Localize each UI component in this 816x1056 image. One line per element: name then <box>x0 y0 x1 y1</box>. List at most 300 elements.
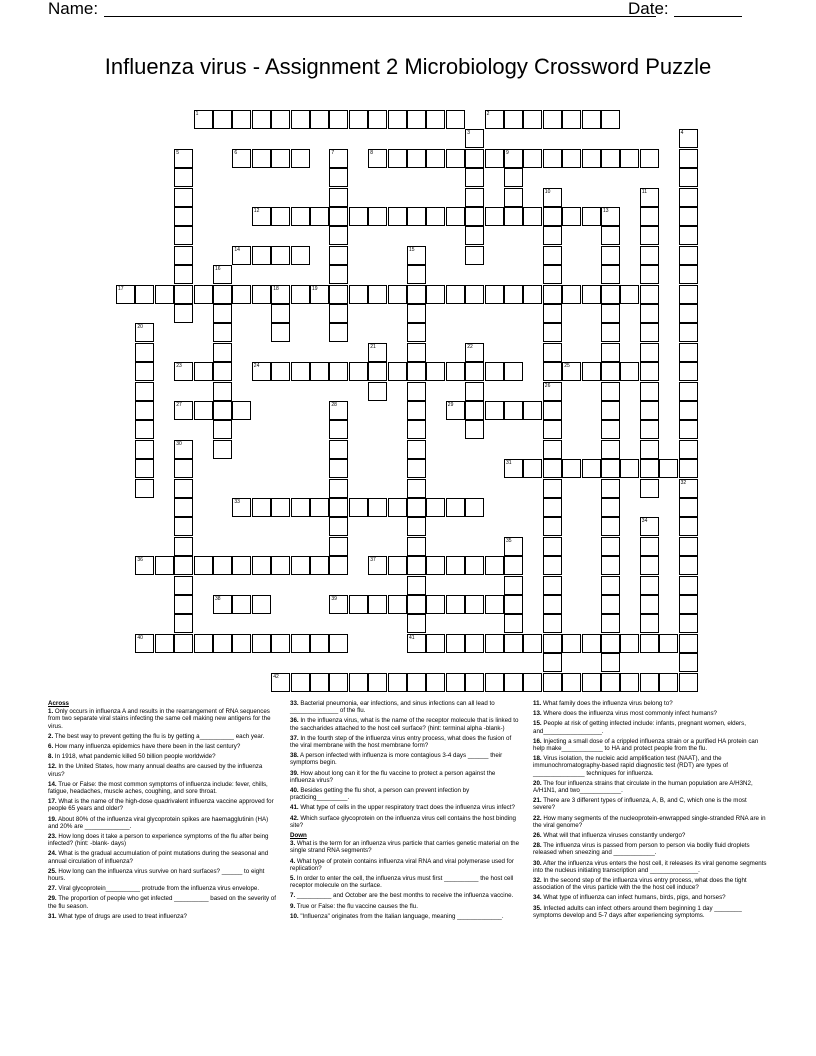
grid-cell[interactable] <box>679 304 698 323</box>
grid-cell[interactable] <box>446 673 465 692</box>
grid-cell[interactable] <box>135 479 154 498</box>
grid-cell[interactable] <box>310 362 329 381</box>
grid-cell[interactable] <box>368 207 387 226</box>
grid-cell[interactable] <box>135 556 154 575</box>
grid-cell[interactable] <box>679 537 698 556</box>
grid-cell[interactable] <box>368 556 387 575</box>
grid-cell[interactable] <box>213 304 232 323</box>
grid-cell[interactable] <box>543 595 562 614</box>
grid-cell[interactable] <box>174 498 193 517</box>
grid-cell[interactable] <box>543 537 562 556</box>
grid-cell[interactable] <box>504 537 523 556</box>
grid-cell[interactable] <box>446 595 465 614</box>
grid-cell[interactable] <box>601 479 620 498</box>
grid-cell[interactable] <box>407 343 426 362</box>
grid-cell[interactable] <box>329 304 348 323</box>
grid-cell[interactable] <box>174 168 193 187</box>
grid-cell[interactable] <box>446 149 465 168</box>
grid-cell[interactable] <box>174 401 193 420</box>
grid-cell[interactable] <box>485 595 504 614</box>
grid-cell[interactable] <box>271 110 290 129</box>
grid-cell[interactable] <box>640 420 659 439</box>
grid-cell[interactable] <box>504 595 523 614</box>
grid-cell[interactable] <box>368 362 387 381</box>
grid-cell[interactable] <box>640 226 659 245</box>
grid-cell[interactable] <box>562 362 581 381</box>
grid-cell[interactable] <box>271 634 290 653</box>
grid-cell[interactable] <box>310 634 329 653</box>
grid-cell[interactable] <box>407 362 426 381</box>
grid-cell[interactable] <box>368 285 387 304</box>
grid-cell[interactable] <box>582 110 601 129</box>
grid-cell[interactable] <box>504 576 523 595</box>
grid-cell[interactable] <box>135 323 154 342</box>
grid-cell[interactable] <box>601 304 620 323</box>
grid-cell[interactable] <box>310 285 329 304</box>
grid-cell[interactable] <box>194 362 213 381</box>
grid-cell[interactable] <box>465 285 484 304</box>
grid-cell[interactable] <box>601 440 620 459</box>
grid-cell[interactable] <box>252 149 271 168</box>
grid-cell[interactable] <box>523 401 542 420</box>
grid-cell[interactable] <box>271 285 290 304</box>
grid-cell[interactable] <box>465 420 484 439</box>
grid-cell[interactable] <box>485 207 504 226</box>
grid-cell[interactable] <box>174 207 193 226</box>
grid-cell[interactable] <box>679 265 698 284</box>
grid-cell[interactable] <box>407 576 426 595</box>
grid-cell[interactable] <box>485 285 504 304</box>
grid-cell[interactable] <box>329 285 348 304</box>
grid-cell[interactable] <box>213 440 232 459</box>
grid-cell[interactable] <box>679 420 698 439</box>
grid-cell[interactable] <box>562 634 581 653</box>
grid-cell[interactable] <box>543 246 562 265</box>
grid-cell[interactable] <box>271 149 290 168</box>
grid-cell[interactable] <box>465 673 484 692</box>
grid-cell[interactable] <box>232 634 251 653</box>
grid-cell[interactable] <box>601 576 620 595</box>
grid-cell[interactable] <box>465 246 484 265</box>
grid-cell[interactable] <box>543 362 562 381</box>
grid-cell[interactable] <box>329 459 348 478</box>
grid-cell[interactable] <box>601 246 620 265</box>
grid-cell[interactable] <box>601 382 620 401</box>
grid-cell[interactable] <box>640 440 659 459</box>
grid-cell[interactable] <box>407 246 426 265</box>
grid-cell[interactable] <box>485 556 504 575</box>
grid-cell[interactable] <box>329 517 348 536</box>
grid-cell[interactable] <box>504 188 523 207</box>
grid-cell[interactable] <box>582 673 601 692</box>
grid-cell[interactable] <box>601 614 620 633</box>
grid-cell[interactable] <box>194 401 213 420</box>
grid-cell[interactable] <box>174 285 193 304</box>
grid-cell[interactable] <box>174 517 193 536</box>
grid-cell[interactable] <box>426 207 445 226</box>
grid-cell[interactable] <box>310 207 329 226</box>
grid-cell[interactable] <box>232 149 251 168</box>
grid-cell[interactable] <box>601 362 620 381</box>
grid-cell[interactable] <box>582 149 601 168</box>
grid-cell[interactable] <box>640 323 659 342</box>
grid-cell[interactable] <box>349 673 368 692</box>
grid-cell[interactable] <box>504 207 523 226</box>
grid-cell[interactable] <box>368 382 387 401</box>
grid-cell[interactable] <box>543 614 562 633</box>
grid-cell[interactable] <box>601 323 620 342</box>
grid-cell[interactable] <box>407 304 426 323</box>
grid-cell[interactable] <box>523 673 542 692</box>
grid-cell[interactable] <box>329 440 348 459</box>
grid-cell[interactable] <box>640 343 659 362</box>
grid-cell[interactable] <box>465 498 484 517</box>
grid-cell[interactable] <box>174 188 193 207</box>
grid-cell[interactable] <box>543 188 562 207</box>
grid-cell[interactable] <box>679 595 698 614</box>
grid-cell[interactable] <box>329 110 348 129</box>
grid-cell[interactable] <box>504 634 523 653</box>
grid-cell[interactable] <box>407 265 426 284</box>
grid-cell[interactable] <box>601 265 620 284</box>
grid-cell[interactable] <box>407 479 426 498</box>
grid-cell[interactable] <box>388 149 407 168</box>
grid-cell[interactable] <box>679 246 698 265</box>
grid-cell[interactable] <box>485 673 504 692</box>
grid-cell[interactable] <box>504 614 523 633</box>
grid-cell[interactable] <box>465 634 484 653</box>
grid-cell[interactable] <box>232 246 251 265</box>
grid-cell[interactable] <box>135 343 154 362</box>
grid-cell[interactable] <box>446 401 465 420</box>
grid-cell[interactable] <box>349 595 368 614</box>
grid-cell[interactable] <box>291 673 310 692</box>
grid-cell[interactable] <box>679 285 698 304</box>
grid-cell[interactable] <box>271 207 290 226</box>
grid-cell[interactable] <box>640 285 659 304</box>
grid-cell[interactable] <box>368 498 387 517</box>
grid-cell[interactable] <box>504 168 523 187</box>
grid-cell[interactable] <box>407 149 426 168</box>
grid-cell[interactable] <box>194 285 213 304</box>
grid-cell[interactable] <box>174 265 193 284</box>
grid-cell[interactable] <box>562 459 581 478</box>
grid-cell[interactable] <box>310 110 329 129</box>
grid-cell[interactable] <box>582 362 601 381</box>
grid-cell[interactable] <box>640 304 659 323</box>
grid-cell[interactable] <box>407 614 426 633</box>
grid-cell[interactable] <box>232 556 251 575</box>
grid-cell[interactable] <box>271 556 290 575</box>
grid-cell[interactable] <box>446 634 465 653</box>
grid-cell[interactable] <box>582 634 601 653</box>
grid-cell[interactable] <box>640 614 659 633</box>
grid-cell[interactable] <box>543 110 562 129</box>
grid-cell[interactable] <box>543 556 562 575</box>
grid-cell[interactable] <box>504 149 523 168</box>
grid-cell[interactable] <box>135 285 154 304</box>
grid-cell[interactable] <box>640 149 659 168</box>
grid-cell[interactable] <box>543 226 562 245</box>
grid-cell[interactable] <box>407 285 426 304</box>
grid-cell[interactable] <box>388 673 407 692</box>
grid-cell[interactable] <box>174 226 193 245</box>
grid-cell[interactable] <box>329 207 348 226</box>
grid-cell[interactable] <box>679 634 698 653</box>
grid-cell[interactable] <box>426 556 445 575</box>
grid-cell[interactable] <box>388 285 407 304</box>
grid-cell[interactable] <box>388 362 407 381</box>
grid-cell[interactable] <box>329 420 348 439</box>
grid-cell[interactable] <box>679 401 698 420</box>
grid-cell[interactable] <box>640 673 659 692</box>
grid-cell[interactable] <box>543 343 562 362</box>
grid-cell[interactable] <box>252 207 271 226</box>
grid-cell[interactable] <box>194 556 213 575</box>
grid-cell[interactable] <box>543 459 562 478</box>
grid-cell[interactable] <box>310 556 329 575</box>
grid-cell[interactable] <box>679 168 698 187</box>
grid-cell[interactable] <box>543 265 562 284</box>
grid-cell[interactable] <box>562 285 581 304</box>
grid-cell[interactable] <box>543 673 562 692</box>
grid-cell[interactable] <box>640 537 659 556</box>
grid-cell[interactable] <box>465 382 484 401</box>
grid-cell[interactable] <box>543 440 562 459</box>
grid-cell[interactable] <box>679 614 698 633</box>
grid-cell[interactable] <box>679 207 698 226</box>
grid-cell[interactable] <box>388 110 407 129</box>
grid-cell[interactable] <box>291 556 310 575</box>
grid-cell[interactable] <box>329 323 348 342</box>
grid-cell[interactable] <box>252 285 271 304</box>
grid-cell[interactable] <box>543 420 562 439</box>
grid-cell[interactable] <box>679 556 698 575</box>
grid-cell[interactable] <box>291 498 310 517</box>
grid-cell[interactable] <box>523 207 542 226</box>
grid-cell[interactable] <box>329 246 348 265</box>
grid-cell[interactable] <box>465 556 484 575</box>
grid-cell[interactable] <box>252 362 271 381</box>
grid-cell[interactable] <box>679 188 698 207</box>
grid-cell[interactable] <box>135 362 154 381</box>
grid-cell[interactable] <box>543 149 562 168</box>
grid-cell[interactable] <box>504 362 523 381</box>
grid-cell[interactable] <box>213 343 232 362</box>
grid-cell[interactable] <box>388 595 407 614</box>
grid-cell[interactable] <box>659 634 678 653</box>
grid-cell[interactable] <box>601 285 620 304</box>
grid-cell[interactable] <box>679 129 698 148</box>
grid-cell[interactable] <box>601 595 620 614</box>
grid-cell[interactable] <box>174 576 193 595</box>
grid-cell[interactable] <box>543 498 562 517</box>
grid-cell[interactable] <box>426 595 445 614</box>
grid-cell[interactable] <box>640 362 659 381</box>
grid-cell[interactable] <box>620 673 639 692</box>
grid-cell[interactable] <box>446 110 465 129</box>
grid-cell[interactable] <box>271 323 290 342</box>
grid-cell[interactable] <box>523 634 542 653</box>
grid-cell[interactable] <box>601 110 620 129</box>
grid-cell[interactable] <box>232 110 251 129</box>
grid-cell[interactable] <box>679 382 698 401</box>
grid-cell[interactable] <box>523 285 542 304</box>
grid-cell[interactable] <box>446 498 465 517</box>
grid-cell[interactable] <box>271 246 290 265</box>
grid-cell[interactable] <box>291 149 310 168</box>
grid-cell[interactable] <box>368 110 387 129</box>
grid-cell[interactable] <box>640 459 659 478</box>
grid-cell[interactable] <box>446 207 465 226</box>
grid-cell[interactable] <box>174 614 193 633</box>
grid-cell[interactable] <box>252 595 271 614</box>
grid-cell[interactable] <box>465 226 484 245</box>
grid-cell[interactable] <box>329 188 348 207</box>
grid-cell[interactable] <box>135 382 154 401</box>
grid-cell[interactable] <box>620 285 639 304</box>
grid-cell[interactable] <box>523 149 542 168</box>
grid-cell[interactable] <box>426 110 445 129</box>
grid-cell[interactable] <box>291 110 310 129</box>
grid-cell[interactable] <box>135 459 154 478</box>
grid-cell[interactable] <box>213 595 232 614</box>
grid-cell[interactable] <box>601 517 620 536</box>
grid-cell[interactable] <box>232 285 251 304</box>
grid-cell[interactable] <box>271 673 290 692</box>
grid-cell[interactable] <box>601 459 620 478</box>
grid-cell[interactable] <box>659 673 678 692</box>
grid-cell[interactable] <box>640 382 659 401</box>
grid-cell[interactable] <box>310 498 329 517</box>
grid-cell[interactable] <box>465 362 484 381</box>
grid-cell[interactable] <box>407 459 426 478</box>
grid-cell[interactable] <box>640 634 659 653</box>
grid-cell[interactable] <box>562 673 581 692</box>
grid-cell[interactable] <box>329 226 348 245</box>
grid-cell[interactable] <box>329 556 348 575</box>
grid-cell[interactable] <box>640 479 659 498</box>
grid-cell[interactable] <box>155 634 174 653</box>
grid-cell[interactable] <box>582 285 601 304</box>
grid-cell[interactable] <box>601 401 620 420</box>
grid-cell[interactable] <box>388 556 407 575</box>
grid-cell[interactable] <box>543 285 562 304</box>
grid-cell[interactable] <box>213 265 232 284</box>
grid-cell[interactable] <box>504 285 523 304</box>
grid-cell[interactable] <box>679 149 698 168</box>
grid-cell[interactable] <box>407 498 426 517</box>
grid-cell[interactable] <box>465 149 484 168</box>
grid-cell[interactable] <box>465 401 484 420</box>
grid-cell[interactable] <box>213 420 232 439</box>
grid-cell[interactable] <box>213 285 232 304</box>
grid-cell[interactable] <box>485 401 504 420</box>
grid-cell[interactable] <box>135 440 154 459</box>
grid-cell[interactable] <box>349 207 368 226</box>
grid-cell[interactable] <box>543 517 562 536</box>
grid-cell[interactable] <box>620 362 639 381</box>
grid-cell[interactable] <box>620 149 639 168</box>
grid-cell[interactable] <box>213 382 232 401</box>
grid-cell[interactable] <box>349 362 368 381</box>
grid-cell[interactable] <box>174 459 193 478</box>
grid-cell[interactable] <box>407 537 426 556</box>
grid-cell[interactable] <box>465 168 484 187</box>
grid-cell[interactable] <box>543 653 562 672</box>
grid-cell[interactable] <box>329 537 348 556</box>
grid-cell[interactable] <box>601 226 620 245</box>
grid-cell[interactable] <box>426 673 445 692</box>
grid-cell[interactable] <box>679 479 698 498</box>
grid-cell[interactable] <box>640 556 659 575</box>
grid-cell[interactable] <box>446 285 465 304</box>
grid-cell[interactable] <box>426 498 445 517</box>
grid-cell[interactable] <box>135 401 154 420</box>
grid-cell[interactable] <box>252 634 271 653</box>
grid-cell[interactable] <box>291 207 310 226</box>
grid-cell[interactable] <box>582 207 601 226</box>
grid-cell[interactable] <box>679 343 698 362</box>
grid-cell[interactable] <box>407 556 426 575</box>
grid-cell[interactable] <box>543 401 562 420</box>
grid-cell[interactable] <box>543 382 562 401</box>
grid-cell[interactable] <box>194 634 213 653</box>
grid-cell[interactable] <box>407 595 426 614</box>
grid-cell[interactable] <box>174 246 193 265</box>
grid-cell[interactable] <box>407 420 426 439</box>
grid-cell[interactable] <box>543 479 562 498</box>
grid-cell[interactable] <box>426 634 445 653</box>
grid-cell[interactable] <box>388 498 407 517</box>
grid-cell[interactable] <box>446 556 465 575</box>
grid-cell[interactable] <box>679 673 698 692</box>
grid-cell[interactable] <box>291 246 310 265</box>
grid-cell[interactable] <box>543 323 562 342</box>
grid-cell[interactable] <box>640 246 659 265</box>
grid-cell[interactable] <box>465 595 484 614</box>
grid-cell[interactable] <box>465 188 484 207</box>
grid-cell[interactable] <box>252 498 271 517</box>
grid-cell[interactable] <box>640 188 659 207</box>
grid-cell[interactable] <box>271 362 290 381</box>
grid-cell[interactable] <box>252 110 271 129</box>
grid-cell[interactable] <box>194 110 213 129</box>
grid-cell[interactable] <box>329 634 348 653</box>
grid-cell[interactable] <box>349 285 368 304</box>
grid-cell[interactable] <box>465 343 484 362</box>
grid-cell[interactable] <box>291 285 310 304</box>
grid-cell[interactable] <box>135 634 154 653</box>
grid-cell[interactable] <box>252 556 271 575</box>
grid-cell[interactable] <box>679 459 698 478</box>
grid-cell[interactable] <box>155 285 174 304</box>
grid-cell[interactable] <box>329 401 348 420</box>
grid-cell[interactable] <box>543 304 562 323</box>
grid-cell[interactable] <box>679 653 698 672</box>
grid-cell[interactable] <box>504 673 523 692</box>
grid-cell[interactable] <box>368 343 387 362</box>
grid-cell[interactable] <box>349 498 368 517</box>
grid-cell[interactable] <box>640 576 659 595</box>
grid-cell[interactable] <box>679 576 698 595</box>
grid-cell[interactable] <box>562 207 581 226</box>
grid-cell[interactable] <box>407 382 426 401</box>
grid-cell[interactable] <box>601 634 620 653</box>
grid-cell[interactable] <box>407 634 426 653</box>
grid-cell[interactable] <box>562 149 581 168</box>
grid-cell[interactable] <box>232 595 251 614</box>
